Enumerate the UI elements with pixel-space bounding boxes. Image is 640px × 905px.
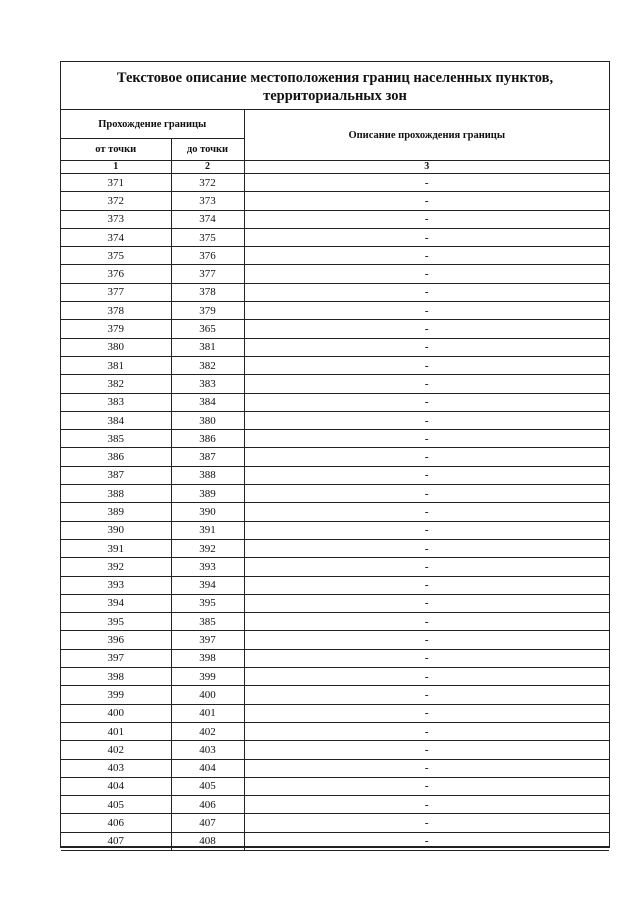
table-row	[61, 210, 609, 228]
from-point-cell: 395	[61, 613, 171, 631]
table-row	[61, 576, 609, 594]
table-row	[61, 704, 609, 722]
from-point-cell: 404	[61, 777, 171, 795]
column-number-3: 3	[244, 161, 609, 174]
from-point-cell: 387	[61, 466, 171, 484]
title-line-2: территориальных зон	[263, 87, 407, 104]
table-row	[61, 466, 609, 484]
table-row	[61, 375, 609, 393]
to-point-cell: 395	[171, 594, 244, 612]
table-row	[61, 192, 609, 210]
description-cell: -	[244, 704, 609, 722]
table-row	[61, 485, 609, 503]
to-point-cell: 397	[171, 631, 244, 649]
from-point-cell: 403	[61, 759, 171, 777]
to-point-cell: 382	[171, 356, 244, 374]
description-cell: -	[244, 686, 609, 704]
table-row	[61, 448, 609, 466]
table-row	[61, 302, 609, 320]
description-cell: -	[244, 375, 609, 393]
to-point-cell: 388	[171, 466, 244, 484]
from-point-cell: 375	[61, 247, 171, 265]
table-row	[61, 338, 609, 356]
from-point-cell: 389	[61, 503, 171, 521]
from-point-cell: 392	[61, 558, 171, 576]
from-point-cell: 397	[61, 649, 171, 667]
table-row	[61, 247, 609, 265]
to-point-cell: 408	[171, 832, 244, 850]
description-cell: -	[244, 503, 609, 521]
from-point-cell: 372	[61, 192, 171, 210]
table-row	[61, 393, 609, 411]
table-row	[61, 356, 609, 374]
to-point-cell: 405	[171, 777, 244, 795]
from-point-cell: 401	[61, 722, 171, 740]
header-to-point: до точки	[171, 139, 244, 161]
to-point-cell: 379	[171, 302, 244, 320]
description-cell: -	[244, 247, 609, 265]
table-row	[61, 228, 609, 246]
from-point-cell: 379	[61, 320, 171, 338]
table-row	[61, 777, 609, 795]
description-cell: -	[244, 759, 609, 777]
table-row	[61, 265, 609, 283]
from-point-cell: 391	[61, 539, 171, 557]
to-point-cell: 375	[171, 228, 244, 246]
table-row	[61, 174, 609, 192]
description-cell: -	[244, 192, 609, 210]
from-point-cell: 371	[61, 174, 171, 192]
from-point-cell: 378	[61, 302, 171, 320]
table-row	[61, 430, 609, 448]
description-cell: -	[244, 814, 609, 832]
to-point-cell: 398	[171, 649, 244, 667]
to-point-cell: 383	[171, 375, 244, 393]
description-cell: -	[244, 356, 609, 374]
to-point-cell: 390	[171, 503, 244, 521]
description-cell: -	[244, 430, 609, 448]
table-row	[61, 613, 609, 631]
description-cell: -	[244, 668, 609, 686]
from-point-cell: 388	[61, 485, 171, 503]
description-cell: -	[244, 210, 609, 228]
from-point-cell: 381	[61, 356, 171, 374]
from-point-cell: 394	[61, 594, 171, 612]
description-cell: -	[244, 613, 609, 631]
from-point-cell: 405	[61, 796, 171, 814]
from-point-cell: 399	[61, 686, 171, 704]
to-point-cell: 404	[171, 759, 244, 777]
description-cell: -	[244, 631, 609, 649]
to-point-cell: 389	[171, 485, 244, 503]
description-cell: -	[244, 265, 609, 283]
from-point-cell: 400	[61, 704, 171, 722]
table-row	[61, 759, 609, 777]
to-point-cell: 376	[171, 247, 244, 265]
from-point-cell: 373	[61, 210, 171, 228]
table-row	[61, 722, 609, 740]
from-point-cell: 377	[61, 283, 171, 301]
to-point-cell: 402	[171, 722, 244, 740]
to-point-cell: 374	[171, 210, 244, 228]
from-point-cell: 385	[61, 430, 171, 448]
to-point-cell: 393	[171, 558, 244, 576]
description-cell: -	[244, 302, 609, 320]
description-cell: -	[244, 741, 609, 759]
description-cell: -	[244, 521, 609, 539]
table-row	[61, 320, 609, 338]
header-description: Описание прохождения границы	[244, 110, 609, 161]
to-point-cell: 387	[171, 448, 244, 466]
description-cell: -	[244, 832, 609, 850]
table-row	[61, 668, 609, 686]
from-point-cell: 380	[61, 338, 171, 356]
description-cell: -	[244, 320, 609, 338]
table-row	[61, 503, 609, 521]
description-cell: -	[244, 594, 609, 612]
table-row	[61, 649, 609, 667]
from-point-cell: 382	[61, 375, 171, 393]
description-cell: -	[244, 539, 609, 557]
table-body	[61, 174, 609, 851]
to-point-cell: 391	[171, 521, 244, 539]
from-point-cell: 386	[61, 448, 171, 466]
table-row	[61, 411, 609, 429]
table-row	[61, 283, 609, 301]
to-point-cell: 372	[171, 174, 244, 192]
description-cell: -	[244, 448, 609, 466]
to-point-cell: 365	[171, 320, 244, 338]
to-point-cell: 407	[171, 814, 244, 832]
table-row	[61, 686, 609, 704]
table-row	[61, 796, 609, 814]
table-row	[61, 741, 609, 759]
table-row	[61, 594, 609, 612]
from-point-cell: 406	[61, 814, 171, 832]
to-point-cell: 380	[171, 411, 244, 429]
document-title	[61, 62, 609, 110]
table-row	[61, 558, 609, 576]
description-cell: -	[244, 649, 609, 667]
document-frame	[60, 61, 610, 848]
column-number-1: 1	[61, 161, 171, 174]
to-point-cell: 399	[171, 668, 244, 686]
to-point-cell: 392	[171, 539, 244, 557]
description-cell: -	[244, 576, 609, 594]
column-number-2: 2	[171, 161, 244, 174]
from-point-cell: 376	[61, 265, 171, 283]
description-cell: -	[244, 411, 609, 429]
table-row	[61, 814, 609, 832]
from-point-cell: 398	[61, 668, 171, 686]
table-row	[61, 539, 609, 557]
table-row	[61, 832, 609, 850]
description-cell: -	[244, 393, 609, 411]
to-point-cell: 401	[171, 704, 244, 722]
to-point-cell: 384	[171, 393, 244, 411]
to-point-cell: 381	[171, 338, 244, 356]
description-cell: -	[244, 338, 609, 356]
from-point-cell: 374	[61, 228, 171, 246]
header-from-point: от точки	[61, 139, 171, 161]
title-line-1: Текстовое описание местоположения границ населенных пунктов,	[116, 69, 554, 86]
to-point-cell: 378	[171, 283, 244, 301]
table-row	[61, 631, 609, 649]
to-point-cell: 373	[171, 192, 244, 210]
description-cell: -	[244, 174, 609, 192]
to-point-cell: 385	[171, 613, 244, 631]
from-point-cell: 393	[61, 576, 171, 594]
description-cell: -	[244, 283, 609, 301]
description-cell: -	[244, 466, 609, 484]
from-point-cell: 390	[61, 521, 171, 539]
from-point-cell: 396	[61, 631, 171, 649]
to-point-cell: 386	[171, 430, 244, 448]
description-cell: -	[244, 485, 609, 503]
table-row	[61, 521, 609, 539]
from-point-cell: 384	[61, 411, 171, 429]
description-cell: -	[244, 228, 609, 246]
boundary-table	[61, 110, 609, 851]
description-cell: -	[244, 796, 609, 814]
from-point-cell: 402	[61, 741, 171, 759]
to-point-cell: 394	[171, 576, 244, 594]
description-cell: -	[244, 777, 609, 795]
description-cell: -	[244, 558, 609, 576]
to-point-cell: 403	[171, 741, 244, 759]
from-point-cell: 407	[61, 832, 171, 850]
to-point-cell: 377	[171, 265, 244, 283]
header-boundary-passage: Прохождение границы	[61, 110, 244, 139]
to-point-cell: 400	[171, 686, 244, 704]
from-point-cell: 383	[61, 393, 171, 411]
to-point-cell: 406	[171, 796, 244, 814]
description-cell: -	[244, 722, 609, 740]
